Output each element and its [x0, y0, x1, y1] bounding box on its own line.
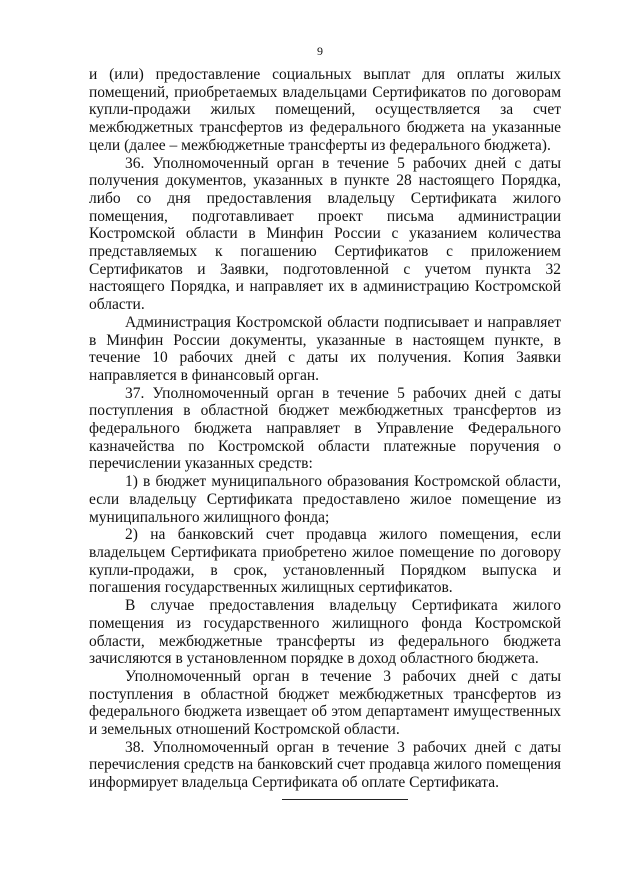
paragraph-item-38: 38. Уполномоченный орган в течение 3 рабочих дней с даты перечисления средств на банковский счет продавца жилого помещения информирует владельца Сертификата об оплате Сертификата. [89, 738, 561, 792]
paragraph-continuation: и (или) предоставление социальных выплат для оплаты жилых помещений, приобретаемых владельцами Сертификатов по договорам купли-продажи жилых помещений, осуществляется за счет межбюджетных трансфертов из федерального бюджета на указанные цели (далее – межбюджетные трансферты из федерального бюджета). [89, 66, 561, 154]
paragraph-administration-signs: Администрация Костромской области подписывает и направляет в Минфин России документы, указанные в настоящем пункте, в течение 10 рабочих дней с даты их получения. Копия Заявки направляется в финансовый орган. [89, 313, 561, 384]
paragraph-state-housing-fund: В случае предоставления владельцу Сертификата жилого помещения из государственного жилищного фонда Костромской области, межбюджетные трансферты из федерального бюджета зачисляются в установленном порядке в доход областного бюджета. [89, 597, 561, 668]
paragraph-notification: Уполномоченный орган в течение 3 рабочих дней с даты поступления в областной бюджет межбюджетных трансфертов из федерального бюджета извещает об этом департамент имущественных и земельных отношений Костромской области. [89, 667, 561, 739]
paragraph-subitem-2: 2) на банковский счет продавца жилого помещения, если владельцем Сертификата приобретено жилое помещение по договору купли-продажи, в срок, установленный Порядком выпуска и погашения государственных жилищных сертификатов. [89, 526, 561, 597]
page-number: 9 [317, 44, 323, 58]
paragraph-subitem-1: 1) в бюджет муниципального образования Костромской области, если владельцу Сертификата предоставлено жилое помещение из муниципального жилищного фонда; [89, 473, 561, 526]
paragraph-item-36: 36. Уполномоченный орган в течение 5 рабочих дней с даты получения документов, указанных в пункте 28 настоящего Порядка, либо со дня предоставления владельцу Сертификата жилого помещения, подготавливает проект письма администрации Костромской области в Минфин России с указанием количества представляемых к погашению Сертификатов с приложением Сертификатов и Заявки, подготовленной с учетом пункта 32 настоящего Порядка, и направляет их в администрацию Костромской области. [89, 154, 561, 314]
end-of-document-rule [282, 799, 408, 800]
document-body [89, 66, 561, 792]
paragraph-item-37: 37. Уполномоченный орган в течение 5 рабочих дней с даты поступления в областной бюджет межбюджетных трансфертов из федерального бюджета направляет в Управление Федерального казначейства по Костромской области платежные поручения о перечислении указанных средств: [89, 384, 561, 473]
